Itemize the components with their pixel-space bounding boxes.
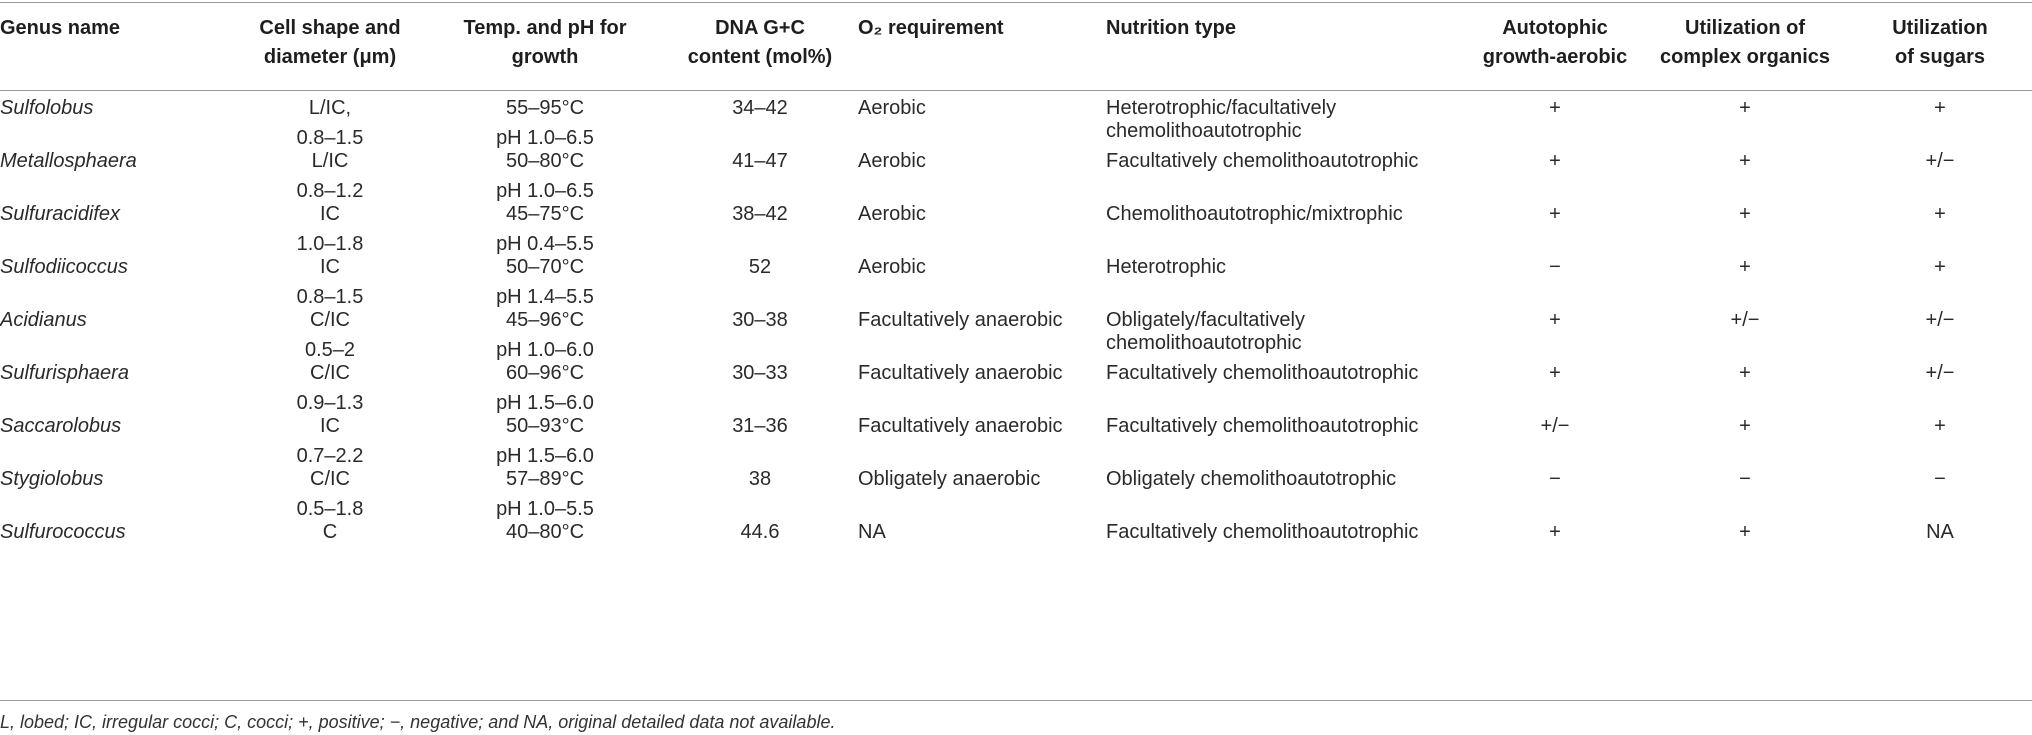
table-footnote: L, lobed; IC, irregular cocci; C, cocci; +, positive; −, negative; and NA, original detailed data not available. xyxy=(0,712,836,732)
cell-temp: 45–75°C xyxy=(505,202,585,225)
cell-o2: Facultatively anaerobic xyxy=(858,414,1063,437)
cell-diameter: 0.9–1.3 xyxy=(296,391,364,414)
cell-sugars: − xyxy=(1934,467,1946,490)
cell-diameter: 0.8–1.5 xyxy=(296,285,364,308)
cell-nutrition-cont: chemolithoautotrophic xyxy=(1106,331,1302,354)
table-header-rule xyxy=(0,90,2032,91)
cell-auto: + xyxy=(1549,520,1561,543)
cell-ph: pH 1.5–6.0 xyxy=(496,444,594,467)
cell-auto: − xyxy=(1549,467,1561,490)
cell-complex: + xyxy=(1739,149,1751,172)
header-genus: Genus name xyxy=(0,17,121,39)
header-o2: O₂ requirement xyxy=(858,17,1004,39)
cell-diameter: 0.5–2 xyxy=(304,338,356,361)
cell-sugars: + xyxy=(1934,96,1946,119)
cell-auto: − xyxy=(1549,255,1561,278)
cell-diameter: 0.7–2.2 xyxy=(296,444,364,467)
cell-gc: 38 xyxy=(748,467,772,490)
header-auto: growth-aerobic xyxy=(1482,46,1628,68)
cell-complex: + xyxy=(1739,520,1751,543)
header-shape: diameter (μm) xyxy=(263,46,397,68)
cell-nutrition: Heterotrophic xyxy=(1106,255,1227,278)
table-top-rule xyxy=(0,2,2032,3)
cell-sugars: + xyxy=(1934,414,1946,437)
cell-diameter: 0.8–1.5 xyxy=(296,126,364,149)
header-complex: Utilization of xyxy=(1685,17,1805,39)
cell-o2: Facultatively anaerobic xyxy=(858,308,1063,331)
cell-o2: Aerobic xyxy=(858,255,926,278)
cell-nutrition: Obligately/facultatively xyxy=(1106,308,1305,331)
cell-diameter: 0.8–1.2 xyxy=(296,179,364,202)
genus-name: Acidianus xyxy=(0,308,87,331)
cell-temp: 50–70°C xyxy=(505,255,585,278)
cell-complex: +/− xyxy=(1730,308,1760,331)
cell-sugars: NA xyxy=(1926,520,1954,543)
cell-complex: + xyxy=(1739,361,1751,384)
cell-complex: + xyxy=(1739,96,1751,119)
genus-name: Sulfodiicoccus xyxy=(0,255,128,278)
cell-nutrition: Facultatively chemolithoautotrophic xyxy=(1106,520,1419,543)
cell-o2: Aerobic xyxy=(858,149,926,172)
cell-sugars: +/− xyxy=(1925,361,1955,384)
cell-auto: + xyxy=(1549,308,1561,331)
cell-sugars: + xyxy=(1934,202,1946,225)
header-complex: complex organics xyxy=(1659,46,1831,68)
cell-diameter: 1.0–1.8 xyxy=(296,232,364,255)
header-sugars: Utilization xyxy=(1892,17,1988,39)
cell-o2: Aerobic xyxy=(858,96,926,119)
cell-gc: 44.6 xyxy=(740,520,780,543)
cell-o2: Facultatively anaerobic xyxy=(858,361,1063,384)
header-gc: content (mol%) xyxy=(687,46,833,68)
cell-temp: 55–95°C xyxy=(505,96,585,119)
cell-shape: C/IC xyxy=(310,361,350,384)
header-gc: DNA G+C xyxy=(715,17,805,39)
genus-name: Sulfuracidifex xyxy=(0,202,121,225)
header-temp: Temp. and pH for xyxy=(463,17,627,39)
cell-shape: L/IC, xyxy=(308,96,352,119)
table-bottom-rule xyxy=(0,700,2032,701)
cell-auto: +/− xyxy=(1540,414,1570,437)
cell-complex: − xyxy=(1739,467,1751,490)
cell-nutrition: Facultatively chemolithoautotrophic xyxy=(1106,414,1419,437)
cell-sugars: +/− xyxy=(1925,149,1955,172)
cell-gc: 30–33 xyxy=(732,361,788,384)
cell-complex: + xyxy=(1739,414,1751,437)
cell-o2: Obligately anaerobic xyxy=(858,467,1041,490)
cell-temp: 60–96°C xyxy=(505,361,585,384)
cell-gc: 31–36 xyxy=(732,414,788,437)
cell-diameter: 0.5–1.8 xyxy=(296,497,364,520)
cell-temp: 45–96°C xyxy=(505,308,585,331)
cell-temp: 50–93°C xyxy=(505,414,585,437)
cell-sugars: +/− xyxy=(1925,308,1955,331)
genus-name: Sulfolobus xyxy=(0,96,94,119)
genus-name: Saccarolobus xyxy=(0,414,122,437)
cell-auto: + xyxy=(1549,202,1561,225)
cell-shape: IC xyxy=(320,414,340,437)
cell-temp: 57–89°C xyxy=(505,467,585,490)
cell-ph: pH 1.5–6.0 xyxy=(496,391,594,414)
cell-nutrition: Chemolithoautotrophic/mixtrophic xyxy=(1106,202,1403,225)
cell-complex: + xyxy=(1739,255,1751,278)
cell-sugars: + xyxy=(1934,255,1946,278)
cell-shape: C/IC xyxy=(310,308,350,331)
header-shape: Cell shape and xyxy=(259,17,401,39)
cell-shape: L/IC xyxy=(311,149,349,172)
cell-gc: 34–42 xyxy=(732,96,788,119)
cell-o2: NA xyxy=(858,520,886,543)
cell-shape: C/IC xyxy=(310,467,350,490)
cell-shape: IC xyxy=(320,255,340,278)
cell-shape: IC xyxy=(320,202,340,225)
cell-nutrition-cont: chemolithoautotrophic xyxy=(1106,119,1302,142)
cell-ph: pH 1.0–6.5 xyxy=(496,179,594,202)
cell-complex: + xyxy=(1739,202,1751,225)
header-temp: growth xyxy=(511,46,579,68)
genus-name: Stygiolobus xyxy=(0,467,104,490)
cell-ph: pH 1.0–6.5 xyxy=(496,126,594,149)
cell-temp: 50–80°C xyxy=(505,149,585,172)
cell-auto: + xyxy=(1549,361,1561,384)
cell-ph: pH 1.0–6.0 xyxy=(496,338,594,361)
genus-name: Sulfurisphaera xyxy=(0,361,129,384)
cell-o2: Aerobic xyxy=(858,202,926,225)
cell-gc: 38–42 xyxy=(732,202,788,225)
cell-gc: 41–47 xyxy=(732,149,788,172)
cell-nutrition: Facultatively chemolithoautotrophic xyxy=(1106,149,1419,172)
header-auto: Autotophic xyxy=(1502,17,1608,39)
cell-ph: pH 1.4–5.5 xyxy=(496,285,594,308)
cell-shape: C xyxy=(322,520,338,543)
header-nutrition: Nutrition type xyxy=(1106,17,1236,39)
cell-gc: 52 xyxy=(748,255,772,278)
cell-nutrition: Heterotrophic/facultatively xyxy=(1106,96,1337,119)
cell-gc: 30–38 xyxy=(732,308,788,331)
genus-name: Metallosphaera xyxy=(0,149,137,172)
header-sugars: of sugars xyxy=(1894,46,1986,68)
cell-ph: pH 0.4–5.5 xyxy=(496,232,594,255)
cell-auto: + xyxy=(1549,149,1561,172)
cell-ph: pH 1.0–5.5 xyxy=(496,497,594,520)
cell-nutrition: Facultatively chemolithoautotrophic xyxy=(1106,361,1419,384)
cell-nutrition: Obligately chemolithoautotrophic xyxy=(1106,467,1397,490)
genus-name: Sulfurococcus xyxy=(0,520,126,543)
cell-temp: 40–80°C xyxy=(505,520,585,543)
cell-auto: + xyxy=(1549,96,1561,119)
